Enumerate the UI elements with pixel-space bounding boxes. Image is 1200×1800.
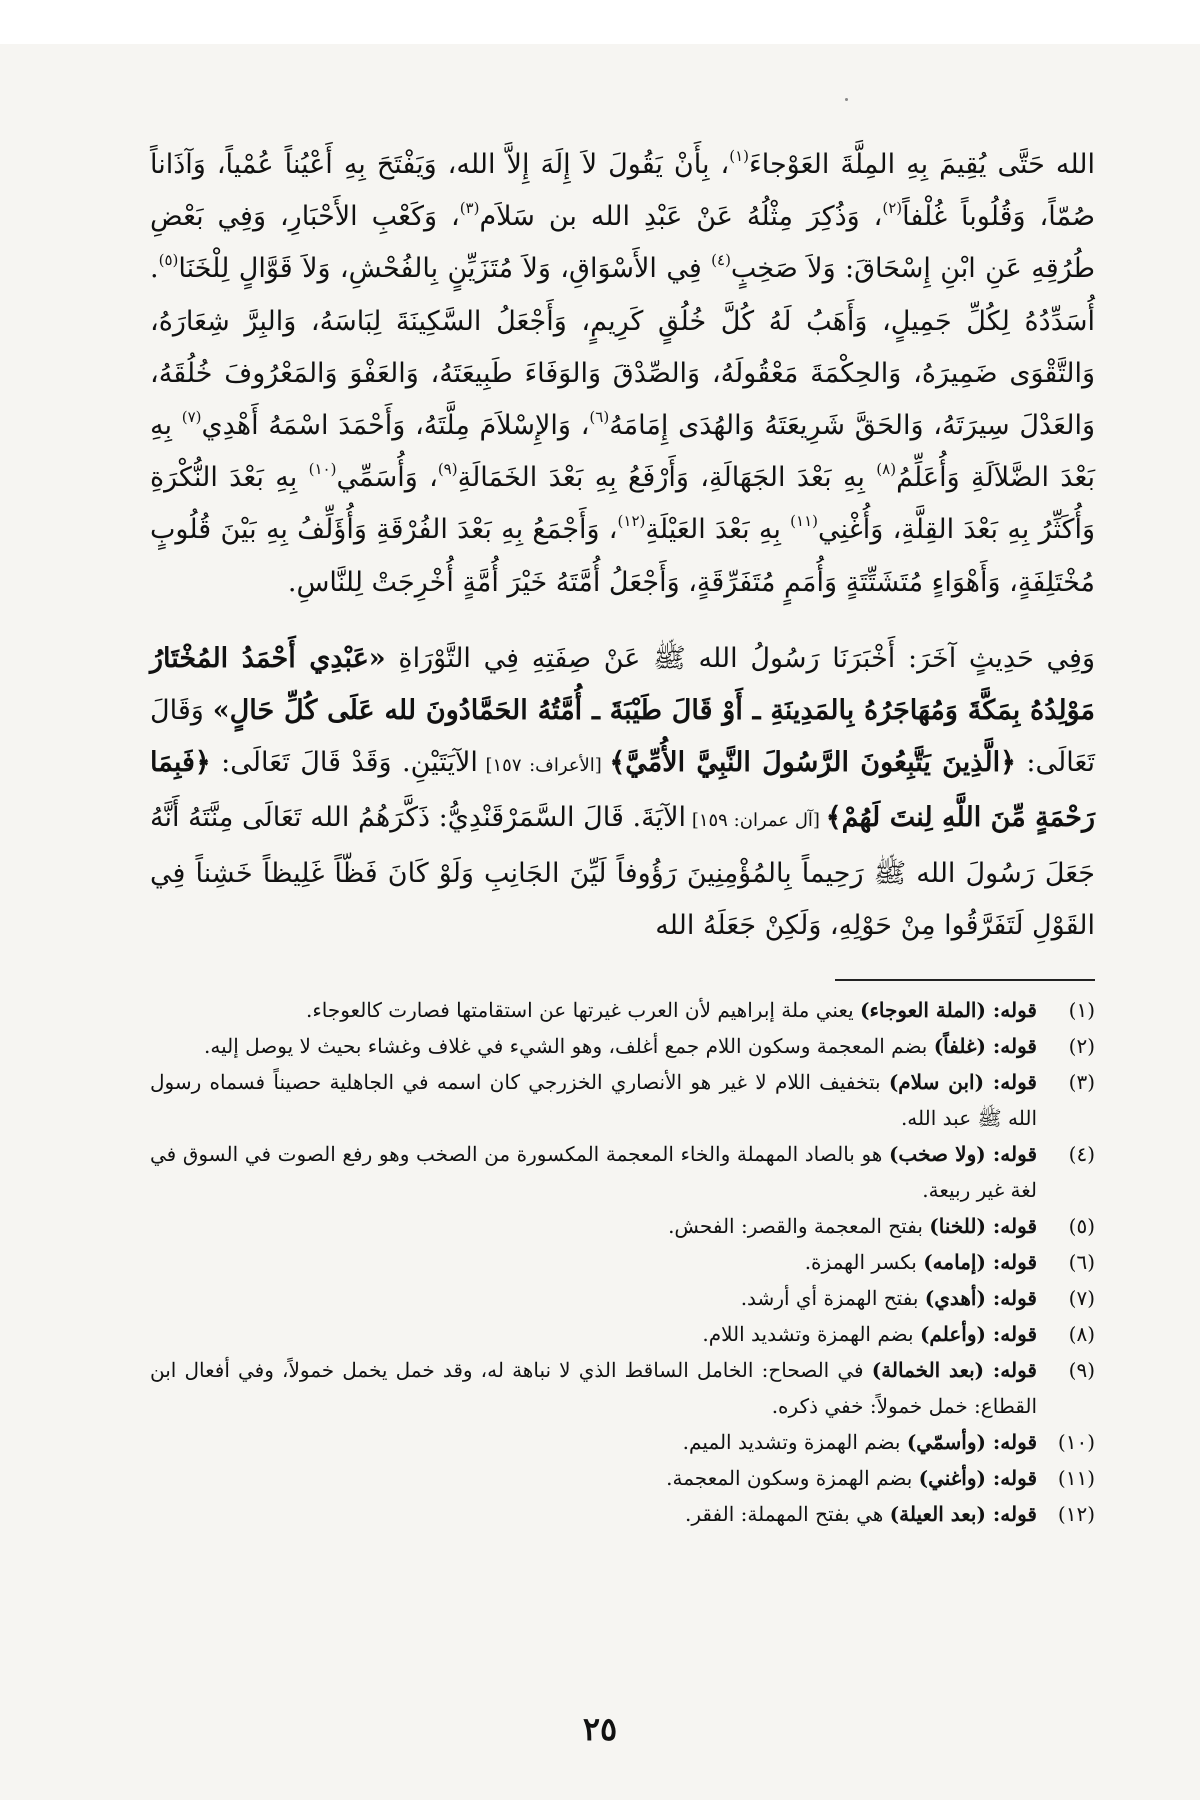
text-run: الآيَتَيْنِ. وَقَدْ قَالَ تَعَالَى: — [210, 747, 478, 779]
footnote-number: (٣) — [1068, 1070, 1095, 1094]
footnote-number: (٤) — [1068, 1142, 1095, 1166]
main-text — [150, 139, 1095, 952]
paragraph-1 — [150, 139, 1095, 609]
footnote-item — [150, 1424, 1095, 1460]
text-run: الله حَتَّى يُقِيمَ بِهِ المِلَّةَ العَوْجاءَ — [749, 149, 1095, 180]
text-run: ، وَأُسَمِّي — [336, 462, 438, 494]
verse-reference: [آل عمران: ١٥٩] — [686, 810, 826, 832]
footnote-item — [150, 1496, 1095, 1532]
footnote-body — [150, 1460, 1037, 1496]
paper-speck — [845, 98, 848, 101]
text-run: بِهِ بَعْدَ العَيْلَةِ — [645, 514, 791, 546]
footnote-number: (١) — [1068, 998, 1095, 1022]
footnote-number: (٩) — [1068, 1358, 1095, 1382]
footnote-number: (٧) — [1068, 1286, 1095, 1310]
text-run: ، وَكَعْبِ الأَحْبَارِ، وَفِي بَعْضِ طُرُقِهِ عَنِ ابْنِ إِسْحَاقَ: وَلاَ صَخِبٍ — [150, 201, 1096, 285]
footnote-ref[interactable]: (٦) — [589, 408, 610, 427]
footnote-ref[interactable]: (٢) — [882, 199, 903, 218]
footnote-ref[interactable]: (١٠) — [308, 460, 337, 479]
footnote-body — [150, 1280, 1037, 1316]
footnotes — [150, 992, 1095, 1532]
footnote-label: قوله: (الملة العوجاء) — [860, 998, 1037, 1022]
text-run: فِي الأَسْوَاقِ، وَلاَ مُتَزَيِّنٍ بِالفُحْشِ، وَلاَ قَوَّالٍ لِلْخَنَا — [178, 253, 712, 285]
footnote-text: في الصحاح: الخامل الساقط الذي لا نباهة له، وقد خمل يخمل خمولاً، وفي أفعال ابن القطاع: خمل خمولاً: خفي ذكره. — [150, 1358, 1037, 1418]
footnote-item — [150, 1028, 1095, 1064]
text-run: الآيَةَ. قَالَ السَّمَرْقَنْدِيُّ: ذَكَّرَهُمُ الله تَعَالَى مِنَّتَهُ أَنَّهُ جَعَلَ رَسُولَ الله ﷺ رَحِيماً بِالمُؤْمِنِينَ رَؤُوفاً لَيِّنَ الجَانِبِ وَلَوْ كَانَ فَظّاً غَلِيظاً خَشِناً فِي القَوْلِ لَتَفَرَّقُوا مِنْ حَوْلِهِ، وَلَكِنْ جَعَلَهُ الله — [150, 802, 1095, 941]
quran-verse: ﴿فَبِمَا رَحْمَةٍ مِّنَ اللَّهِ لِنتَ لَهُمْ﴾ — [150, 747, 1095, 834]
footnote-ref[interactable]: (٣) — [459, 199, 480, 218]
book-page — [0, 44, 1200, 1800]
footnote-number: (٥) — [1068, 1214, 1095, 1238]
footnote-body — [150, 1208, 1037, 1244]
footnote-item — [150, 1136, 1095, 1208]
footnote-label: قوله: (وأغني) — [918, 1466, 1037, 1490]
footnote-ref[interactable]: (٧) — [181, 408, 202, 427]
footnote-label: قوله: (للخنا) — [929, 1214, 1037, 1238]
quran-verse: ﴿الَّذِينَ يَتَّبِعُونَ الرَّسُولَ النَّبِيَّ الأُمِّيَّ﴾ — [609, 747, 1016, 779]
text-run: . أُسَدِّدُهُ لِكُلِّ جَمِيلٍ، وَأَهَبُ لَهُ كُلَّ خُلُقٍ كَرِيمٍ، وَأَجْعَلُ السَّكِينَةَ لِبَاسَهُ، وَالبِرَّ شِعَارَهُ، وَالتَّقْوَى ضَمِيرَهُ، وَالحِكْمَةَ مَعْقُولَهُ، وَالصِّدْقَ وَالوَفَاءَ طَبِيعَتَهُ، وَالعَفْوَ وَالمَعْرُوفَ خُلُقَهُ، وَالعَدْلَ سِيرَتَهُ، وَالحَقَّ شَرِيعَتَهُ وَالهُدَى إِمَامَهُ — [150, 253, 1095, 442]
footnote-label: قوله: (إمامه) — [923, 1250, 1037, 1274]
footnote-divider — [835, 979, 1095, 981]
text-run: وَفِي حَدِيثٍ آخَرَ: أَخْبَرَنَا رَسُولُ الله ﷺ عَنْ صِفَتِهِ فِي التَّوْرَاةِ — [385, 642, 1095, 674]
footnote-ref[interactable]: (١١) — [790, 512, 819, 531]
footnote-text: يعني ملة إبراهيم لأن العرب غيرتها عن استقامتها فصارت كالعوجاء. — [306, 998, 860, 1022]
footnote-ref[interactable]: (٤) — [711, 251, 731, 270]
footnote-text: بتخفيف اللام لا غير هو الأنصاري الخزرجي كان اسمه في الجاهلية حصيناً فسماه رسول الله ﷺ عبد الله. — [150, 1070, 1037, 1130]
footnote-body — [150, 1064, 1037, 1136]
footnote-number: (٨) — [1068, 1322, 1095, 1346]
verse-reference: [الأعراف: ١٥٧] — [477, 755, 610, 777]
footnote-label: قوله: (وأسمّي) — [906, 1430, 1037, 1454]
footnote-ref[interactable]: (٩) — [437, 460, 458, 479]
text-run: ، وَالإِسْلاَمَ مِلَّتَهُ، وَأَحْمَدَ اسْمَهُ أَهْدِي — [201, 410, 590, 442]
text-run: بِهِ بَعْدَ النُّكْرَةِ وَأُكَثِّرُ بِهِ بَعْدَ القِلَّةِ، وَأُغْنِي — [150, 462, 1096, 546]
paragraph-2 — [150, 633, 1095, 952]
footnote-item — [150, 1244, 1095, 1280]
footnote-text: هي بفتح المهملة: الفقر. — [685, 1502, 890, 1526]
footnote-label: قوله: (ابن سلام) — [888, 1070, 1037, 1094]
footnote-label: قوله: (بعد الخمالة) — [871, 1358, 1037, 1382]
footnote-label: قوله: (أهدي) — [924, 1286, 1037, 1310]
footnote-item — [150, 1460, 1095, 1496]
footnote-item — [150, 1064, 1095, 1136]
footnote-text: بفتح المعجمة والقصر: الفحش. — [668, 1214, 930, 1238]
footnote-text: بضم المعجمة وسكون اللام جمع أغلف، وهو الشيء في غلاف وغشاء بحيث لا يوصل إليه. — [204, 1034, 934, 1058]
footnote-label: قوله: (غلفاً) — [933, 1034, 1037, 1058]
footnote-body — [150, 1316, 1037, 1352]
text-run: بِهِ بَعْدَ الضَّلاَلَةِ وَأُعَلِّمُ — [150, 410, 1096, 494]
footnote-body — [150, 992, 1037, 1028]
hadith-quote: «عَبْدِي أَحْمَدُ المُخْتَارُ مَوْلِدُهُ بِمَكَّةَ وَمُهَاجَرُهُ بِالمَدِينَةِ ـ أَوْ قَالَ طَيْبَةَ ـ أُمَّتُهُ الحَمَّادُونَ لله عَلَى كُلِّ حَالٍ» — [150, 642, 1095, 727]
footnote-item — [150, 1208, 1095, 1244]
footnote-body — [150, 1028, 1037, 1064]
footnote-text: هو بالصاد المهملة والخاء المعجمة المكسورة من الصخب وهو رفع الصوت في السوق في لغة غير ربيعة. — [150, 1142, 1037, 1202]
footnote-item — [150, 1280, 1095, 1316]
text-run: ، وَأَجْمَعُ بِهِ بَعْدَ الفُرْقَةِ وَأُؤَلِّفُ بِهِ بَيْنَ قُلُوبٍ مُخْتَلِفَةٍ، وَأَهْوَاءٍ مُتَشَتِّتَةٍ وَأُمَمٍ مُتَفَرِّقَةٍ، وَأَجْعَلُ أُمَّتَهُ خَيْرَ أُمَّةٍ أُخْرِجَتْ لِلنَّاسِ. — [150, 514, 1095, 598]
footnote-body — [150, 1424, 1037, 1460]
text-run: ، بِأَنْ يَقُولَ لاَ إِلَهَ إِلاَّ الله، وَيَفْتَحَ بِهِ أَعْيُناً عُمْياً، وَآذَاناً صُمّاً، وَقُلُوباً غُلْفاً — [150, 149, 1095, 233]
footnote-text: بفتح الهمزة أي أرشد. — [740, 1286, 925, 1310]
footnote-body — [150, 1244, 1037, 1280]
footnote-label: قوله: (بعد العيلة) — [889, 1502, 1037, 1526]
text-run: بِهِ بَعْدَ الجَهَالَةِ، وَأَرْفَعُ بِهِ بَعْدَ الخَمَالَةِ — [457, 462, 877, 494]
footnote-number: (٢) — [1068, 1034, 1095, 1058]
footnote-text: بضم الهمزة وسكون المعجمة. — [666, 1466, 919, 1490]
footnote-ref[interactable]: (١٢) — [617, 512, 646, 531]
footnote-text: بضم الهمزة وتشديد اللام. — [702, 1322, 920, 1346]
text-run: وَقَالَ تَعَالَى: — [150, 695, 1096, 779]
footnote-body — [150, 1496, 1037, 1532]
page-number: ٢٥ — [582, 1710, 618, 1748]
footnote-number: (١٠) — [1057, 1430, 1095, 1454]
footnote-body — [150, 1136, 1037, 1208]
footnote-label: قوله: (ولا صخب) — [888, 1142, 1038, 1166]
footnote-ref[interactable]: (٥) — [158, 251, 179, 270]
footnote-ref[interactable]: (١) — [729, 147, 750, 165]
footnote-text: بضم الهمزة وتشديد الميم. — [682, 1430, 907, 1454]
footnote-number: (٦) — [1068, 1250, 1095, 1274]
footnote-number: (١١) — [1057, 1466, 1095, 1490]
footnote-ref[interactable]: (٨) — [876, 460, 897, 479]
footnote-item — [150, 1316, 1095, 1352]
text-run: ، وَذُكِرَ مِثْلُهُ عَنْ عَبْدِ الله بن سَلاَم — [479, 201, 883, 233]
footnote-text: بكسر الهمزة. — [804, 1250, 924, 1274]
footnote-item — [150, 992, 1095, 1028]
footnote-label: قوله: (وأعلم) — [919, 1322, 1037, 1346]
footnote-number: (١٢) — [1057, 1502, 1095, 1526]
footnote-body — [150, 1352, 1037, 1424]
footnote-item — [150, 1352, 1095, 1424]
